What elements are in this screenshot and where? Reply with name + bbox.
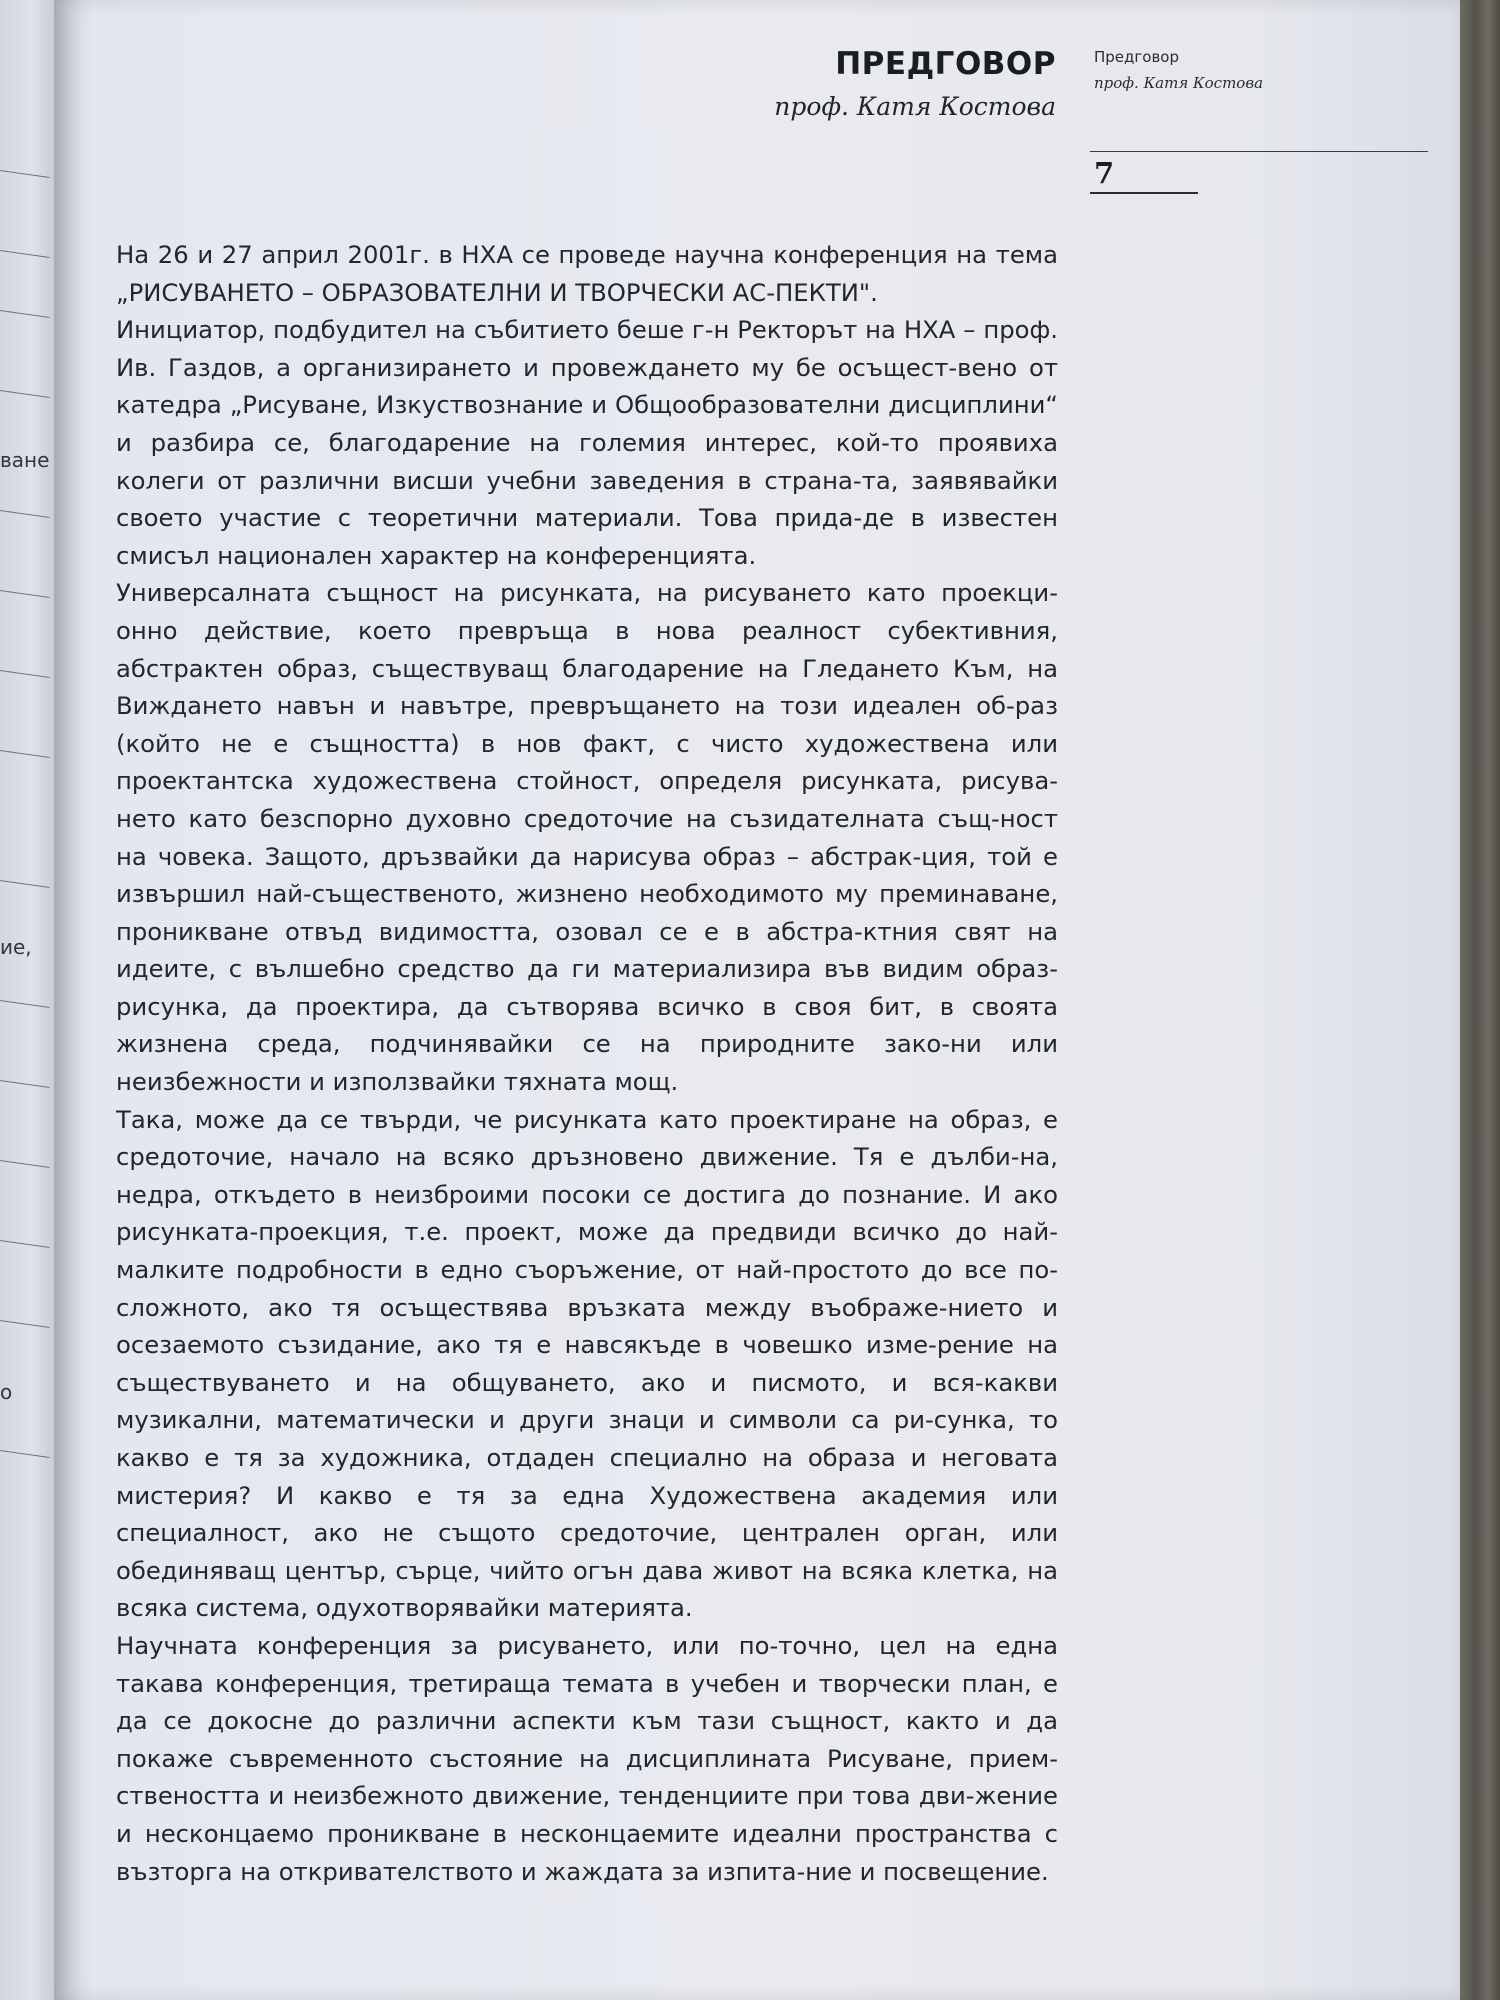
left-page-rule <box>0 750 50 758</box>
left-page-rule <box>0 1450 50 1458</box>
chapter-title: ПРЕДГОВОР <box>835 46 1056 82</box>
left-page-rule <box>0 1000 50 1008</box>
left-page-rule <box>0 1160 50 1168</box>
left-page-rule <box>0 1320 50 1328</box>
left-page-rule <box>0 670 50 678</box>
left-page-rule <box>0 510 50 518</box>
left-page-rule <box>0 310 50 318</box>
left-page-rule <box>0 590 50 598</box>
paragraph: На 26 и 27 април 2001г. в НХА се проведе научна конференция на тема „РИСУВАНЕТО – ОБРАЗОВАТЕЛНИ И ТВОРЧЕСКИ АС-ПЕКТИ". <box>116 240 1058 307</box>
paragraph: Научната конференция за рисуването, или по-точно, цел на една такава конференция, третираща темата в учебен и творчески план, е да се докосне до различни аспекти към тази същност, както и да покаже съвременното състояние на дисциплината Рисуване, прием-ствеността и неизбежното движение, тенденциите при това дви-жение и несконцаемо проникване в несконцаемите идеални пространства с възторга на откривателството и жаждата за изпита-ние и посвещение. <box>116 1630 1058 1886</box>
left-page-fragment: ие, <box>0 935 32 959</box>
running-head-rule <box>1090 151 1428 152</box>
running-head-author: проф. Катя Костова <box>1094 74 1264 92</box>
page-number: 7 <box>1094 156 1115 190</box>
left-page-rule <box>0 250 50 258</box>
paragraph: Така, може да се твърди, че рисунката като проектиране на образ, е средоточие, начало на всяко дръзновено движение. Тя е дълби-на, недра, откъдето в неизброими посоки се достига до познание. И ако рисунката-проекция, т.е. проект, може да предвиди всичко до най-малките подробности в едно съоръжение, от най-простото до все по-сложното, ако тя осъществява връзката между въображе-нието и осезаемото съзидание, ако тя е навсякъде в човешко изме-рение на съществуването и на общуването, ако и писмото, и вся-какви музикални, математически и други знаци и символи са ри-сунка, то какво е тя за художника, отдаден специално на образа и неговата мистерия? И какво е тя за една Художествена академия или специалност, ако не същото средоточие, централен орган, или обединяващ център, сърце, чийто огън дава живот на всяка клетка, на всяка система, одухотворявайки материята. <box>116 1104 1058 1623</box>
left-page-rule <box>0 170 50 178</box>
body-text <box>116 236 1058 1890</box>
left-page-rule <box>0 880 50 888</box>
left-page-fragment: о <box>0 1380 13 1404</box>
left-page-rule <box>0 390 50 398</box>
left-page-fragment: ване <box>0 448 50 472</box>
running-head-title: Предговор <box>1094 48 1179 66</box>
page-number-rule <box>1090 192 1198 194</box>
left-page-edge <box>0 0 54 2000</box>
paragraph: Универсалната същност на рисунката, на рисуването като проекци-онно действие, което превръща в нова реалност субективния, абстрактен образ, съществуващ благодарение на Гледането Към, на Виждането навън и навътре, превръщането на този идеален об-раз (който не е същността) в нов факт, с чисто художествена или проектантска художествена стойност, определя рисунката, рисува-нето като безспорно духовно средоточие на съзидателната същ-ност на човека. Защото, дръзвайки да нарисува образ – абстрак-ция, той е извършил най-същественото, жизнено необходимото му преминаване, проникване отвъд видимостта, озовал се е в абстра-ктния свят на идеите, с вълшебно средство да ги материализира във видим образ-рисунка, да проектира, да сътворява всичко в своя бит, в своята жизнена среда, подчинявайки се на природните зако-ни или неизбежности и използвайки тяхната мощ. <box>116 578 1058 1097</box>
chapter-author: проф. Катя Костова <box>774 92 1056 121</box>
background-wood <box>1460 0 1500 2000</box>
gutter-shadow <box>54 0 84 2000</box>
paragraph: Инициатор, подбудител на събитието беше г-н Ректорът на НХА – проф. Ив. Газдов, а организирането и провеждането му бе осъщест-вено от катедра „Рисуване, Изкуствознание и Общообразователни дисциплини“ и разбира се, благодарение на големия интерес, кой-то проявиха колеги от различни висши учебни заведения в страна-та, заявявайки своето участие с теоретични материали. Това прида-де в известен смисъл национален характер на конференцията. <box>116 315 1058 570</box>
left-page-rule <box>0 1080 50 1088</box>
left-page-rule <box>0 1240 50 1248</box>
